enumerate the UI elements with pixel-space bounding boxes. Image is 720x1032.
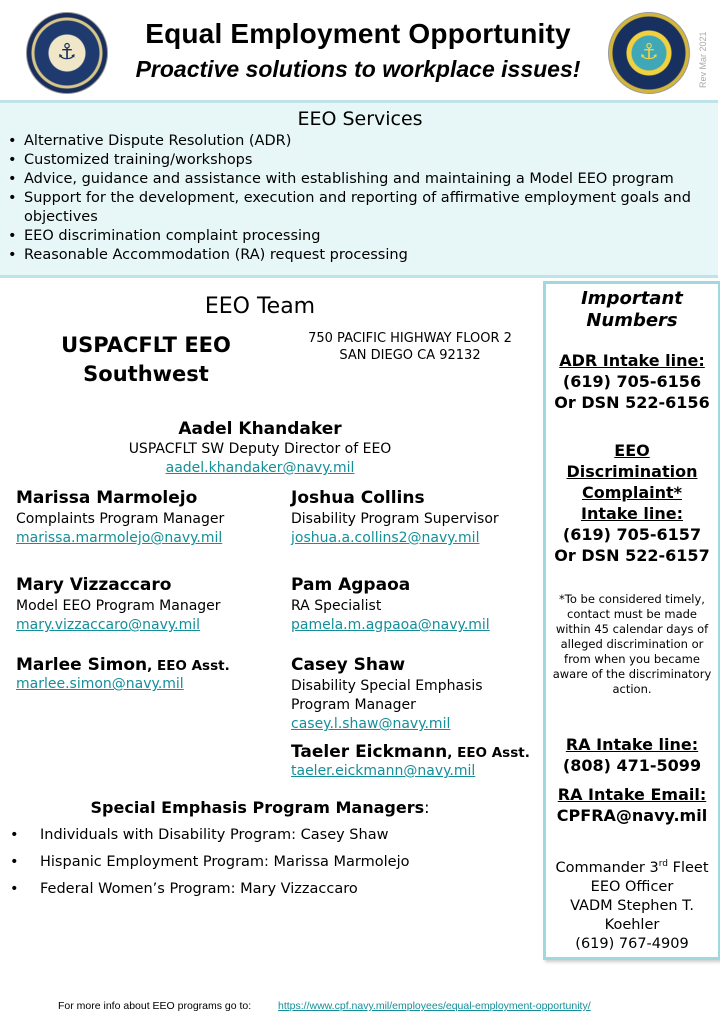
navy-seal-icon: ⚓: [26, 12, 108, 94]
person-role: Program Manager: [291, 697, 416, 713]
member-card: [291, 488, 551, 548]
email-link[interactable]: marissa.marmolejo@navy.mil: [16, 530, 223, 546]
office-address: [290, 330, 530, 364]
important-numbers-panel: [543, 281, 720, 960]
person-suffix: , EEO Asst.: [447, 745, 530, 761]
eeo-dsn: Or DSN 522-6157: [554, 546, 710, 565]
member-card: [291, 742, 551, 781]
ra-email-label: RA Intake Email:: [557, 785, 707, 804]
timeliness-note: *To be considered timely, contact must be made within 45 calendar days of alleged discrimination or from when you became aware of the discriminatory action.: [552, 592, 712, 696]
person-name: Casey Shaw: [291, 655, 406, 675]
person-name: Aadel Khandaker: [178, 419, 342, 439]
office-line: USPACFLT EEO: [61, 333, 231, 357]
eeo-block: EEO Discrimination Complaint* Intake line: (619) 705-6157 Or DSN 522-6157: [546, 440, 718, 566]
email-link[interactable]: marlee.simon@navy.mil: [16, 676, 184, 692]
services-title: EEO Services: [297, 108, 423, 130]
person-name: Marlee Simon: [16, 655, 148, 675]
list-item: • Federal Women’s Program: Mary Vizzaccaro: [10, 880, 410, 907]
person-role: USPACFLT SW Deputy Director of EEO: [128, 441, 392, 457]
office-line: Southwest: [83, 362, 209, 386]
member-card: [291, 575, 551, 635]
list-item: • EEO discrimination complaint processing: [8, 227, 712, 246]
person-role: RA Specialist: [291, 598, 382, 614]
ra-block: [546, 734, 718, 776]
page-subtitle: Proactive solutions to workplace issues!: [135, 56, 581, 82]
email-link[interactable]: mary.vizzaccaro@navy.mil: [16, 617, 201, 633]
team-title: EEO Team: [204, 294, 316, 319]
important-title: Important Numbers: [581, 288, 683, 331]
address-line: SAN DIEGO CA 92132: [339, 348, 481, 363]
person-name: Pam Agpaoa: [291, 575, 411, 595]
email-link[interactable]: casey.l.shaw@navy.mil: [291, 716, 451, 732]
office-name: [56, 331, 236, 389]
commander-phone: (619) 767-4909: [575, 935, 689, 952]
ra-email-block: [546, 784, 718, 826]
person-role: Disability Special Emphasis: [291, 678, 483, 694]
list-item: • Customized training/workshops: [8, 151, 712, 170]
member-card: [16, 575, 276, 635]
ra-phone: (808) 471-5099: [562, 756, 702, 775]
member-card: [291, 655, 551, 734]
services-list: [8, 132, 712, 265]
email-link[interactable]: aadel.khandaker@navy.mil: [165, 460, 355, 476]
special-emphasis-title: Special Emphasis Program Managers:: [90, 798, 430, 817]
footer-label: For more info about EEO programs go to:: [58, 1000, 252, 1012]
person-name: Mary Vizzaccaro: [16, 575, 172, 595]
list-item: • Reasonable Accommodation (RA) request processing: [8, 246, 712, 265]
address-line: 750 PACIFIC HIGHWAY FLOOR 2: [308, 331, 512, 346]
pacific-fleet-seal-icon: ⚓: [608, 12, 690, 94]
list-item: • Hispanic Employment Program: Marissa Marmolejo: [10, 853, 410, 880]
ra-label: RA Intake line:: [565, 735, 699, 754]
list-item: • Alternative Dispute Resolution (ADR): [8, 132, 712, 151]
special-emphasis-list: [10, 826, 410, 907]
email-link[interactable]: joshua.a.collins2@navy.mil: [291, 530, 480, 546]
list-item: • Individuals with Disability Program: Casey Shaw: [10, 826, 410, 853]
email-link[interactable]: pamela.m.agpaoa@navy.mil: [291, 617, 490, 633]
page-title: Equal Employment Opportunity: [145, 18, 571, 49]
person-name: Joshua Collins: [291, 488, 425, 508]
person-name: Taeler Eickmann: [291, 742, 448, 762]
list-item: • Advice, guidance and assistance with establishing and maintaining a Model EEO program: [8, 170, 712, 189]
commander-block: Commander 3rd Fleet EEO Officer VADM Stephen T. Koehler (619) 767-4909: [546, 855, 718, 954]
person-role: Disability Program Supervisor: [291, 511, 499, 527]
director-card: [100, 419, 420, 478]
person-role: Model EEO Program Manager: [16, 598, 221, 614]
revision-note: Rev Mar 2021: [698, 31, 708, 88]
footer-link[interactable]: https://www.cpf.navy.mil/employees/equal-employment-opportunity/: [278, 1000, 591, 1012]
member-card: [16, 488, 276, 548]
email-link[interactable]: taeler.eickmann@navy.mil: [291, 763, 476, 779]
adr-dsn: Or DSN 522-6156: [554, 393, 710, 412]
adr-label: ADR Intake line:: [559, 351, 705, 370]
ra-email[interactable]: CPFRA@navy.mil: [556, 806, 708, 825]
eeo-phone: (619) 705-6157: [562, 525, 702, 544]
person-name: Marissa Marmolejo: [16, 488, 198, 508]
person-role: Complaints Program Manager: [16, 511, 225, 527]
person-suffix: , EEO Asst.: [147, 658, 230, 674]
adr-block: [546, 350, 718, 413]
adr-phone: (619) 705-6156: [562, 372, 702, 391]
list-item: • Support for the development, execution and reporting of affirmative employment goals and objectives: [8, 189, 712, 227]
member-card: [16, 655, 276, 694]
